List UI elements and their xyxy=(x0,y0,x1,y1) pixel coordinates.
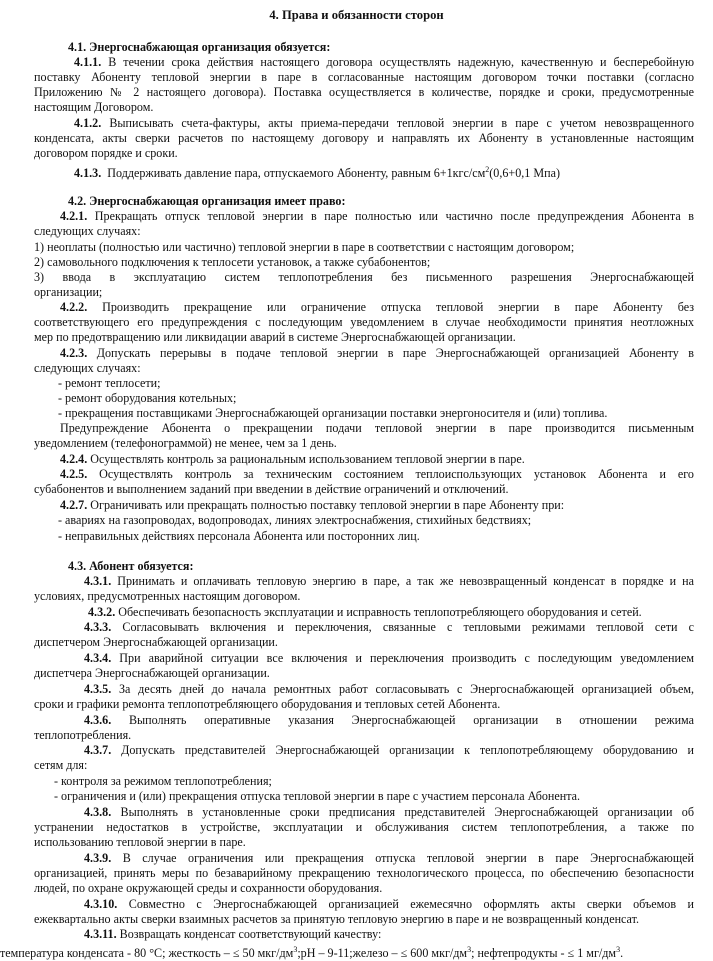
clause-text: Допускать представителей Энергоснабжающей организации к теплопотребляющему оборудованию и xyxy=(121,743,694,757)
clause-4-3-3-line-1 xyxy=(34,620,694,635)
clause-number: 4.2.3. xyxy=(60,346,88,360)
clause-number: 4.3.11. xyxy=(84,927,117,941)
clause-text: Осуществлять контроль за рациональным использованием тепловой энергии в паре. xyxy=(90,452,525,466)
clause-text: В случае ограничения или прекращения отпуска тепловой энергии в паре Энергоснабжающей xyxy=(122,851,694,865)
quality-end: . xyxy=(620,946,624,961)
clause-text: Выполнять в установленные сроки предписания представителей Энергоснабжающей организации об xyxy=(120,805,694,819)
superscript: 3 xyxy=(293,945,298,954)
clause-4-3-8-line-1 xyxy=(34,805,694,820)
clause-text: В течении срока действия настоящего договора осуществлять надежную, качественную и бесперебойную xyxy=(108,55,694,69)
clause-4-1-1-line-2: поставку Абоненту тепловой энергии в паре в согласованные настоящим договором точки поставки (согласно xyxy=(34,70,694,84)
clause-text: Производить прекращение или ограничение отпуска тепловой энергии в паре Абоненту без xyxy=(102,300,694,314)
list-item: - авариях на газопроводах, водопроводах, линиях электроснабжения, стихийных бедствиях; xyxy=(58,513,532,527)
clause-4-3-3-line-2: диспетчером Энергоснабжающей организации. xyxy=(34,635,278,649)
clause-4-3-5-line-1 xyxy=(34,682,694,697)
clause-number: 4.3.6. xyxy=(84,713,112,727)
clause-number: 4.3.2. xyxy=(88,605,116,619)
subsection-heading-4-1: 4.1. Энергоснабжающая организация обязуется: xyxy=(68,40,331,54)
clause-text: Принимать и оплачивать тепловую энергию в паре, а так же невозвращенный конденсат в порядке и на xyxy=(117,574,694,588)
list-item: 3) ввода в эксплуатацию систем теплопотребления без письменного разрешения Энергоснабжающей xyxy=(34,270,694,284)
clause-number: 4.2.1. xyxy=(60,209,88,223)
clause-4-3-1-line-1 xyxy=(34,574,694,589)
clause-4-2-2-line-2: соответствующего его предупреждения с последующим уведомлением в случае необходимости принятия неотложных xyxy=(34,315,694,329)
clause-4-3-5-line-2: сроки и графики ремонта теплопотребляющего оборудования и тепловых сетей Абонента. xyxy=(34,697,501,711)
clause-text: Совместно с Энергоснабжающей организацией ежемесячно оформлять акты сверки объемов и xyxy=(128,897,694,911)
note-text: Предупреждение Абонента о прекращении подачи тепловой энергии в паре производится письменным xyxy=(60,421,694,435)
clause-number: 4.3.8. xyxy=(84,805,112,819)
clause-4-1-2-line-1 xyxy=(34,116,694,131)
clause-4-3-4-line-2: диспетчера Энергоснабжающей организации. xyxy=(34,666,270,680)
list-item: - ограничения и (или) прекращения отпуска тепловой энергии в паре с участием персонала Абонента. xyxy=(54,789,581,803)
clause-4-3-7-line-1 xyxy=(34,743,694,758)
clause-text: Осуществлять контроль за техническим состоянием теплоиспользующих установок Абонента и его xyxy=(99,467,694,481)
clause-number: 4.1.2. xyxy=(74,116,102,130)
subsection-heading-4-3: 4.3. Абонент обязуется: xyxy=(68,559,194,573)
list-item: 2) самовольного подключения к теплосети установок, а также субабонентов; xyxy=(34,255,431,269)
clause-text: Поддерживать давление пара, отпускаемого Абоненту, равным 6+1кгс/см xyxy=(107,166,486,181)
clause-number: 4.1.1. xyxy=(74,55,102,69)
clause-number: 4.3.1. xyxy=(84,574,112,588)
clause-text: За десять дней до начала ремонтных работ согласовывать с Энергоснабжающей организацией объем, xyxy=(118,682,694,696)
clause-number: 4.3.4. xyxy=(84,651,112,665)
list-item: - прекращения поставщиками Энергоснабжающей организации поставки энергоносителя и (или) топлива. xyxy=(58,406,608,420)
superscript: 2 xyxy=(485,165,490,174)
clause-4-1-1-line-3: Приложению № 2 настоящего договора). Поставка осуществляется в количестве, порядке и сроки, предусмотренные xyxy=(34,85,694,99)
condensate-quality-line xyxy=(0,942,623,961)
clause-text: Выполнять оперативные указания Энергоснабжающей организации в отношении режима xyxy=(128,713,694,727)
clause-4-1-2-line-3: договором порядке и сроки. xyxy=(34,146,178,160)
clause-text: Обеспечивать безопасность эксплуатации и исправность теплопотребляющего оборудования и сетей. xyxy=(118,605,642,619)
clause-number: 4.3.5. xyxy=(84,682,112,696)
clause-4-3-8-line-2: устранении недостатков в устройстве, эксплуатации и обслуживания систем теплопотребления, а также по xyxy=(34,820,694,834)
clause-4-1-3 xyxy=(74,162,560,181)
quality-temp-hardness: температура конденсата - 80 °С; жесткость – ≤ 50 мкг/дм xyxy=(0,946,294,961)
superscript: 3 xyxy=(616,945,621,954)
section-title: 4. Права и обязанности сторон xyxy=(269,8,444,22)
clause-text-tail: (0,6+0,1 Мпа) xyxy=(489,166,560,181)
clause-4-2-5-line-1 xyxy=(34,467,694,482)
clause-4-3-6-line-2: теплопотребления. xyxy=(34,728,132,742)
clause-4-3-4-line-1 xyxy=(34,651,694,666)
list-item: - контроля за режимом теплопотребления; xyxy=(54,774,272,788)
clause-text: Прекращать отпуск тепловой энергии в паре полностью или частично после предупреждения Абонента в xyxy=(94,209,694,223)
clause-4-2-2-line-1 xyxy=(34,300,694,315)
clause-4-3-2 xyxy=(88,605,642,620)
clause-text: Ограничивать или прекращать полностью поставку тепловой энергии в паре Абоненту при: xyxy=(90,498,565,512)
quality-oil: ; нефтепродукты - ≤ 1 мг/дм xyxy=(471,946,617,961)
clause-4-3-10-line-2: ежеквартально акты сверки взаимных расчетов за принятую тепловую энергию в паре и не возвращенный конденсат. xyxy=(34,912,640,926)
list-item: - ремонт теплосети; xyxy=(58,376,161,390)
superscript: 3 xyxy=(467,945,472,954)
clause-4-3-9-line-1 xyxy=(34,851,694,866)
clause-number: 4.1.3. xyxy=(74,166,102,181)
clause-text: Допускать перерывы в подаче тепловой энергии в паре Энергоснабжающей организацией Абоненту в xyxy=(96,346,694,360)
list-item: - ремонт оборудования котельных; xyxy=(58,391,237,405)
clause-4-3-7-line-2: сетям для: xyxy=(34,758,88,772)
clause-4-2-2-line-3: мер по предотвращению или ликвидации аварий в системе Энергоснабжающей организации. xyxy=(34,330,516,344)
list-item-cont: организации; xyxy=(34,285,103,299)
clause-number: 4.3.3. xyxy=(84,620,112,634)
clause-4-1-2-line-2: конденсата, акты сверки расчетов по настоящему договору и направлять их Абоненту в установленные настоящим xyxy=(34,131,694,145)
note-line-1 xyxy=(34,421,694,436)
clause-text: Возвращать конденсат соответствующий качеству: xyxy=(119,927,382,941)
clause-number: 4.2.2. xyxy=(60,300,88,314)
clause-4-1-1-line-4: настоящим Договором. xyxy=(34,100,154,114)
clause-4-2-4 xyxy=(60,452,525,467)
clause-4-2-7 xyxy=(60,498,564,513)
clause-number: 4.3.9. xyxy=(84,851,112,865)
clause-4-3-1-line-2: условиях, предусмотренных настоящим договором. xyxy=(34,589,301,603)
quality-ph-iron: ;pH – 9-11;железо – ≤ 600 мкг/дм xyxy=(297,946,468,961)
clause-4-2-3-line-1 xyxy=(34,346,694,361)
clause-4-2-1-line-2: следующих случаях: xyxy=(34,224,141,238)
clause-4-3-11 xyxy=(84,927,381,942)
clause-4-3-9-line-3: людей, по охране окружающей среды и сохранности оборудования. xyxy=(34,881,383,895)
clause-number: 4.2.7. xyxy=(60,498,88,512)
clause-number: 4.3.10. xyxy=(84,897,118,911)
clause-4-2-5-line-2: субабонентов и выполнением заданий при введении в действие ограничений и отключений. xyxy=(34,482,509,496)
clause-text: Согласовывать включения и переключения, связанные с тепловыми режимами тепловой сети с xyxy=(122,620,694,634)
clause-4-3-9-line-2: организацией, принять меры по безаварийному прекращению технологического процесса, по обеспечению безопасности xyxy=(34,866,694,880)
clause-4-2-1-line-1 xyxy=(34,209,694,224)
clause-4-3-8-line-3: использованию тепловой энергии в паре. xyxy=(34,835,246,849)
list-item: - неправильных действиях персонала Абонента или посторонних лиц. xyxy=(58,529,420,543)
clause-4-3-6-line-1 xyxy=(34,713,694,728)
clause-text: Выписывать счета-фактуры, акты приема-передачи тепловой энергии в паре с учетом невозвращенного xyxy=(109,116,694,130)
clause-number: 4.2.4. xyxy=(60,452,88,466)
list-item: 1) неоплаты (полностью или частично) тепловой энергии в паре в соответствии с настоящим договором; xyxy=(34,240,575,254)
clause-4-1-1-line-1 xyxy=(34,55,694,70)
note-line-2: уведомлением (телефонограммой) не менее, чем за 1 день. xyxy=(34,436,337,450)
clause-number: 4.3.7. xyxy=(84,743,112,757)
clause-number: 4.2.5. xyxy=(60,467,88,481)
clause-4-3-10-line-1 xyxy=(34,897,694,912)
subsection-heading-4-2: 4.2. Энергоснабжающая организация имеет право: xyxy=(68,194,346,208)
clause-4-2-3-line-2: следующих случаях: xyxy=(34,361,141,375)
clause-text: При аварийной ситуации все включения и переключения производить с последующим уведомлением xyxy=(119,651,694,665)
